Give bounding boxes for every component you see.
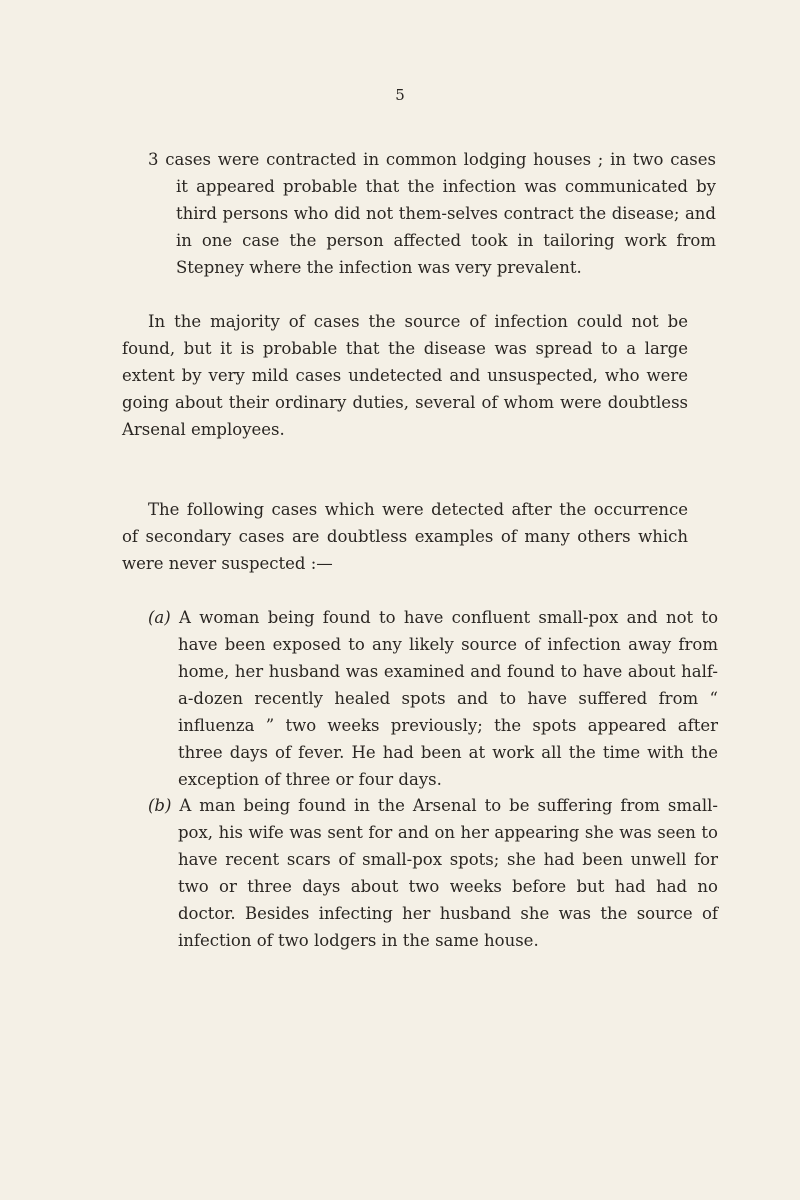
page-number: 5 <box>395 86 405 104</box>
paragraph-source-of-infection: In the majority of cases the source of infection could not be found, but it is probable that the disease was spread to a large extent by very mild cases undetected and unsuspected, who were going about their ordinary duties, several of whom were doubtless Arsenal employees. <box>122 312 688 439</box>
list-item-b <box>148 792 718 954</box>
item-b-text: A man being found in the Arsenal to be suffering from small-pox, his wife was sent for and on her appearing she was seen to have recent scars of small-pox spots; she had been unwell for two or three days about two weeks before but had had no doctor. Besides infecting her husband she was the source of infection of two lodgers in the same house. <box>178 796 718 950</box>
list-item-a <box>148 604 718 793</box>
item-a-text: A woman being found to have confluent small-pox and not to have been exposed to any likely source of infection away from home, her husband was examined and found to have about half-a-dozen recently healed spots and to have suffered from “ influenza ” two weeks previously; the spots appeared after three days of fever. He had been at work all the time with the exception of three or four days. <box>178 608 718 789</box>
item-a-label: (a) <box>148 608 171 627</box>
paragraph-lodging-houses: 3 cases were contracted in common lodging houses ; in two cases it appeared probable that the infection was communicated by third persons who did not them-selves contract the disease; and in one case the person affected took in tailoring work from Stepney where the infection was very prevalent. <box>148 150 716 277</box>
paragraph-following-cases: The following cases which were detected after the occurrence of secondary cases are doubtless examples of many others which were never suspected :— <box>122 500 688 573</box>
item-b-label: (b) <box>148 796 172 815</box>
